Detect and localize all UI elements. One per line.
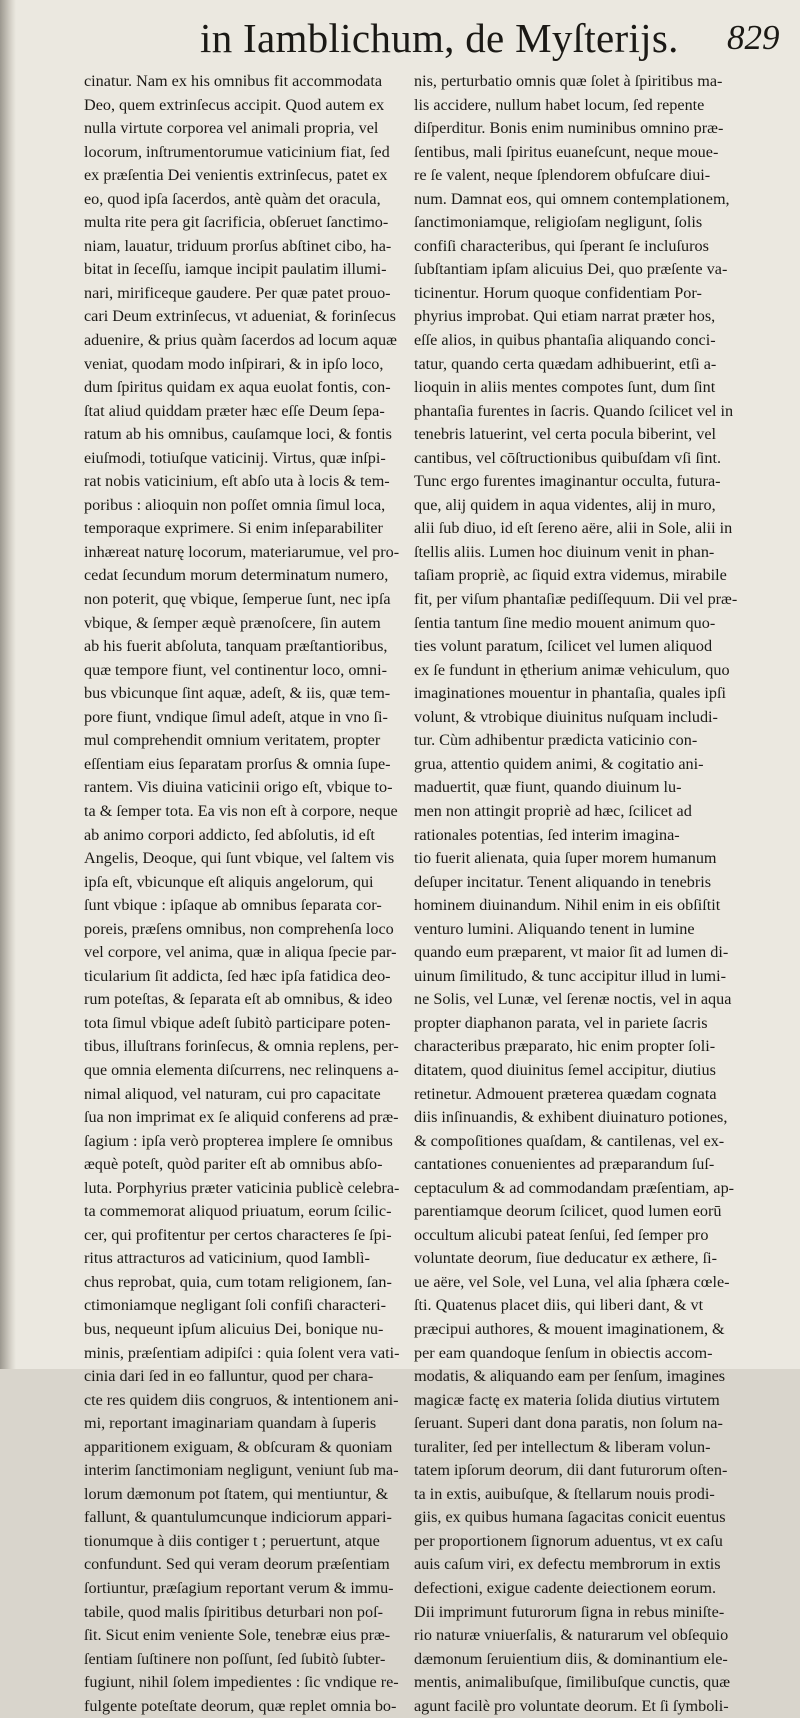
text-line: cantationes conuenientes ad præparandum ſuſ-: [414, 1155, 715, 1174]
text-line: ab animo corpori addicto, ſed abſolutis, id eſt: [84, 825, 375, 844]
text-line: rat nobis vaticinium, eſt abſo uta à locis & tem-: [84, 472, 390, 491]
text-line: fallunt, & quantulumcunque indiciorum appari-: [84, 1508, 392, 1527]
text-line: ſti. Quatenus placet diis, qui liberi dant, & vt: [414, 1296, 704, 1315]
text-line: tenebris latuerint, vel certa pocula biberint, vel: [414, 425, 717, 444]
text-line: dum ſpiritus quidam ex aqua euolat fontis, con-: [84, 378, 391, 397]
text-line: diſperditur. Bonis enim numinibus omnino præ-: [414, 119, 724, 138]
text-line: venturo lumini. Aliquando tenent in lumine: [414, 919, 695, 938]
page-number: 829: [727, 18, 780, 57]
text-line: imaginationes mouentur in phantaſia, quales ipſi: [414, 684, 726, 703]
text-line: ſunt vbique : ipſaque ab omnibus ſeparata cor-: [84, 896, 382, 915]
text-line: ditatem, quod diuinitus ſemel accipitur, diutius: [414, 1060, 716, 1079]
text-line: cinatur. Nam ex his omnibus fit accommodata: [84, 72, 383, 90]
text-line: ritus attracturos ad vaticinium, quod Iamblì-: [84, 1249, 370, 1268]
text-line: cinia dari ſed in eo falluntur, quod per chara-: [84, 1367, 374, 1386]
text-line: quæ tempore fiunt, vel continentur loco, omni-: [84, 660, 388, 679]
text-line: per eam quandoque ſenſum in obiectis accom-: [414, 1343, 713, 1362]
text-line: ſentia tantum ſine medio mouent animum quo-: [414, 613, 716, 632]
text-line: multa rite pera git ſacrificia, obſeruet ſanctimo-: [84, 213, 389, 232]
text-line: ſentibus, mali ſpiritus euaneſcunt, neque moue-: [414, 142, 719, 161]
text-line: fulgente poteſtate deorum, quæ replet omnia bo-: [84, 1696, 397, 1715]
text-line: tabile, quod malis ſpiritibus deturbari non poſ-: [84, 1602, 383, 1621]
text-line: temporaque exprimere. Si enim inſeparabiliter: [84, 519, 383, 538]
text-line: rio naturæ vniuerſalis, & naturarum vel obſequio: [414, 1626, 729, 1645]
text-line: eo, quod ipſa ſacerdos, antè quàm det oracula,: [84, 189, 381, 208]
text-line: phyrius improbat. Qui etiam narrat præter hos,: [414, 307, 716, 326]
text-line: chus reprobat, quia, cum totam religionem, ſan-: [84, 1272, 392, 1291]
text-line: vbique, & ſemper æquè prænoſcere, ſin autem: [84, 613, 381, 632]
text-line: lorum dæmonum pot ſtatem, qui mentiuntur, &: [84, 1484, 389, 1503]
text-line: ſtat aliud quiddam præter hæc eſſe Deum ſepa-: [84, 401, 385, 420]
text-line: rationales potentias, ſed interim imagina-: [414, 825, 680, 844]
text-line: non poterit, quę vbique, ſemperue ſunt, nec ipſa: [84, 590, 391, 609]
text-line: ta in extis, auibuſque, & ſtellarum nouis prodi-: [414, 1484, 715, 1503]
text-line: bus vbicunque ſint aquæ, adeſt, & iis, quæ tem-: [84, 684, 391, 703]
text-line: æquè poteſt, quòd pariter eſt ab omnibus abſo-: [84, 1155, 383, 1174]
text-line: turaliter, ſed per intellectum & liberam volun-: [414, 1437, 711, 1456]
text-line: diis inſinuandis, & exhibent diuinaturo potiones,: [414, 1108, 728, 1127]
text-line: num. Damnat eos, qui omnem contemplationem,: [414, 189, 730, 208]
text-line: confundunt. Sed qui veram deorum præſentiam: [84, 1555, 390, 1574]
text-line: locorum, inſtrumentorumue vaticinium fiat, ſed: [84, 142, 390, 161]
left-text-column: [84, 70, 399, 1718]
text-line: uinum ſimilitudo, & tunc accipitur illud in lumi-: [414, 966, 727, 985]
text-line: propter diaphanon parata, vel in pariete ſacris: [414, 1013, 708, 1032]
text-line: poribus : alioquin non poſſet omnia ſimul loca,: [84, 495, 386, 514]
text-line: præcipui authores, & mouent imaginationem, &: [414, 1319, 725, 1338]
text-line: ticularium ſit addicta, ſed hæc ipſa fatidica deo-: [84, 966, 391, 985]
text-line: ab his fuerit abſoluta, tanquam præſtantioribus,: [84, 637, 388, 656]
text-line: eiuſmodi, totiuſque vaticinij. Virtus, quæ inſpi-: [84, 448, 386, 467]
text-line: Angelis, Deoque, qui ſunt vbique, vel ſaltem vis: [84, 849, 395, 868]
text-line: nulla virtute corporea vel animali propria, vel: [84, 119, 379, 138]
text-line: confiſi characteribus, qui ſperant ſe incluſuros: [414, 236, 709, 255]
text-line: occultum alicubi pateat ſenſui, ſed ſemper pro: [414, 1225, 709, 1244]
text-line: deſuper incitatur. Tenent aliquando in tenebris: [414, 872, 712, 891]
text-line: parentiamque deorum ſcilicet, quod lumen eorū: [414, 1202, 722, 1221]
text-line: mul comprehendit omnium veritatem, propter: [84, 731, 381, 750]
text-line: tatem ipſorum deorum, dii dant futurorum oſten-: [414, 1461, 728, 1480]
text-line: ties volunt paratum, ſcilicet vel lumen aliquod: [414, 637, 713, 656]
text-line: taſiam propriè, ac ſiquid extra videmus, mirabile: [414, 566, 727, 585]
text-line: mi, reportant imaginariam quandam à ſuperis: [84, 1414, 377, 1433]
text-line: luta. Porphyrius præter vaticinia publicè celebra-: [84, 1178, 399, 1197]
text-line: ctimoniamque negligant ſoli confiſi characteri-: [84, 1296, 387, 1315]
text-line: modatis, & aliquando eam per ſenſum, imagines: [414, 1367, 726, 1386]
text-line: tatur, quando certa quædam adhibuerint, etſi a-: [414, 354, 717, 373]
text-line: ta & ſemper tota. Ea vis non eſt à corpore, neque: [84, 801, 398, 820]
text-line: per proportionem ſignorum aduentus, vt ex caſu: [414, 1531, 723, 1550]
text-line: que, alij quidem in aqua videntes, alij in muro,: [414, 495, 716, 514]
text-line: characteribus præparato, hic enim propter ſoli-: [414, 1037, 716, 1056]
text-line: ceptaculum & ad commodandam præſentiam, ap-: [414, 1178, 735, 1197]
text-line: rantem. Vis diuina vaticinii origo eſt, vbique to-: [84, 778, 393, 797]
text-line: fit, per viſum phantaſiæ pediſſequum. Dii vel præ-: [414, 590, 738, 609]
text-line: re ſe valent, neque ſplendorem obfuſcare diui-: [414, 166, 711, 185]
text-line: ticinentur. Horum quoque confidentiam Por-: [414, 283, 702, 302]
text-line: vel corpore, vel anima, quæ in aliqua ſpecie par-: [84, 943, 397, 962]
text-line: eſſe alios, in quibus phantaſia aliquando conci-: [414, 331, 716, 350]
text-line: nari, mirificeque gaudere. Per quæ patet prouo-: [84, 283, 391, 302]
text-line: ne Solis, vel Lunæ, vel ſerenæ noctis, vel in aqua: [414, 990, 732, 1009]
text-line: nis, perturbatio omnis quæ ſolet à ſpiritibus ma-: [414, 72, 723, 90]
text-line: ſanctimoniamque, religioſam negligunt, ſolis: [414, 213, 703, 232]
text-line: rum poteſtas, & ſeparata eſt ab omnibus, & ideo: [84, 990, 393, 1009]
text-line: cte res quidem diis congruos, & intentionem ani-: [84, 1390, 399, 1409]
text-line: ſua non imprimat ex ſe aliquid conferens ad præ-: [84, 1108, 399, 1127]
text-line: que omnia elementa diſcurrens, nec relinquens a-: [84, 1060, 399, 1079]
text-line: Dii imprimunt futurorum ſigna in rebus miniſte-: [414, 1602, 725, 1621]
text-line: lioquin in aliis mentes compotes ſunt, dum ſint: [414, 378, 716, 397]
text-line: ex præſentia Dei venientis extrinſecus, patet ex: [84, 166, 388, 185]
text-line: aduenire, & prius quàm ſacerdos ad locum aquæ: [84, 331, 397, 350]
text-line: Tunc ergo furentes imaginantur occulta, futura-: [414, 472, 721, 491]
text-line: men non attingit propriè ad hæc, ſcilicet ad: [414, 801, 692, 820]
text-line: apparitionem exiguam, & obſcuram & quoniam: [84, 1437, 393, 1456]
text-line: bus, nequeunt ipſum alicuius Dei, bonique nu-: [84, 1319, 384, 1338]
text-line: ſeruant. Superi dant dona paratis, non ſolum na-: [414, 1414, 723, 1433]
text-line: fugiunt, nihil ſolem impedientes : ſic vndique re-: [84, 1673, 399, 1692]
text-line: quando eum præparent, vt maior ſit ad lumen di-: [414, 943, 729, 962]
text-line: nimal aliquod, vel naturam, cui pro capacitate: [84, 1084, 381, 1103]
text-line: tio fuerit alienata, quia ſuper morem humanum: [414, 849, 717, 868]
text-line: pore fiunt, vndique ſimul adeſt, atque in vno ſi-: [84, 707, 388, 726]
text-line: dæmonum ſeruientium diis, & dominantium ele-: [414, 1649, 728, 1668]
text-line: auis caſum viri, ex defectu membrorum in extis: [414, 1555, 721, 1574]
text-line: minis, præſentiam adipiſci : quia ſolent vera vati-: [84, 1343, 399, 1362]
text-line: ſortiuntur, præſagium reportant verum & immu-: [84, 1579, 394, 1597]
text-line: cedat ſecundum morum determinatum numero,: [84, 566, 389, 585]
text-line: ue aëre, vel Sole, vel Luna, vel alia ſphæra cœle-: [414, 1272, 730, 1291]
text-line: alii ſub diuo, id eſt ſereno aëre, alii in Sole, alii in: [414, 519, 733, 538]
right-text-column: [414, 70, 784, 1718]
text-line: magicæ factę ex materia ſolida diutius virtutem: [414, 1390, 720, 1409]
text-line: niam, lauatur, triduum prorſus abſtinet cibo, ha-: [84, 236, 392, 255]
text-line: veniat, quodam modo inſpirari, & in ipſo loco,: [84, 354, 384, 373]
text-line: bitat in ſeceſſu, iamque incipit paulatim illumi-: [84, 260, 387, 279]
text-line: tionumque à diis contiger t ; peruertunt, atque: [84, 1531, 380, 1550]
text-line: tota ſimul vbique adeſt ſubitò participare poten-: [84, 1013, 391, 1032]
text-line: cari Deum extrinſecus, vt adueniat, & forinſecus: [84, 307, 396, 326]
text-line: agunt facilè pro voluntate deorum. Et ſi ſymboli-: [414, 1696, 729, 1715]
text-line: volunt, & vtrobique diuinitus nuſquam includi-: [414, 707, 718, 726]
text-line: poreis, præſens omnibus, non comprehenſa loco: [84, 919, 394, 938]
text-line: interim ſanctimoniam negligunt, veniunt ſub ma-: [84, 1461, 399, 1480]
text-line: lis accidere, nullum habet locum, ſed repente: [414, 95, 705, 114]
text-line: grua, attentio quidem animi, & cogitatio ani-: [414, 754, 704, 773]
text-line: retinetur. Admouent præterea quædam cognata: [414, 1084, 717, 1103]
text-line: mentis, animalibuſque, ſimilibuſque cunctis, quæ: [414, 1673, 731, 1692]
text-line: & compoſitiones quaſdam, & cantilenas, vel ex-: [414, 1131, 725, 1150]
text-line: maduertit, quæ fiunt, quando diuinum lu-: [414, 778, 682, 797]
text-line: eſſentiam eius ſeparatam prorſus & omnia ſupe-: [84, 754, 391, 773]
text-line: ſubſtantiam ipſam alicuius Dei, quo præſente va-: [414, 260, 728, 279]
text-line: defectioni, exigue cadente deiectionem eorum.: [414, 1579, 717, 1597]
text-line: ta commemorat aliquod priuatum, eorum ſcilic-: [84, 1202, 392, 1221]
text-line: inhæreat naturę locorum, materiarumue, vel pro-: [84, 542, 399, 561]
text-line: Deo, quem extrinſecus accipit. Quod autem ex: [84, 95, 385, 114]
text-line: cantibus, vel cōſtructionibus quibuſdam vſi ſint.: [414, 448, 722, 467]
text-line: ex ſe fundunt in ętherium animæ vehiculum, quo: [414, 660, 730, 679]
text-line: ſit. Sicut enim veniente Sole, tenebræ eius præ-: [84, 1626, 391, 1645]
text-line: cer, qui profitentur per certos characteres ſe ſpi-: [84, 1225, 392, 1244]
text-line: ipſa eſt, vbicunque eſt aliquis angelorum, qui: [84, 872, 374, 891]
binding-gutter: [0, 0, 16, 1369]
text-line: phantaſia furentes in ſacris. Quando ſcilicet vel in: [414, 401, 734, 420]
text-line: tibus, illuſtrans forinſecus, & omnia replens, per-: [84, 1037, 399, 1056]
text-line: giis, ex quibus humana ſagacitas conicit euentus: [414, 1508, 726, 1527]
running-title: in Iamblichum, de Myſterijs.: [200, 15, 679, 61]
text-line: hominem diuinandum. Nihil enim in eis obſiſtit: [414, 896, 721, 915]
text-line: ſentiam ſuſtinere non poſſunt, ſed ſubitò ſubter-: [84, 1649, 386, 1668]
text-line: ratum ab his omnibus, cauſamque loci, & fontis: [84, 425, 392, 444]
text-line: voluntate deorum, ſiue deducatur ex æthere, ſi-: [414, 1249, 717, 1268]
text-line: ſagium : ipſa verò propterea implere ſe omnibus: [84, 1131, 393, 1150]
text-line: tur. Cùm adhibentur prædicta vaticinio con-: [414, 731, 698, 750]
text-line: ſtellis aliis. Lumen hoc diuinum venit in phan-: [414, 542, 715, 561]
